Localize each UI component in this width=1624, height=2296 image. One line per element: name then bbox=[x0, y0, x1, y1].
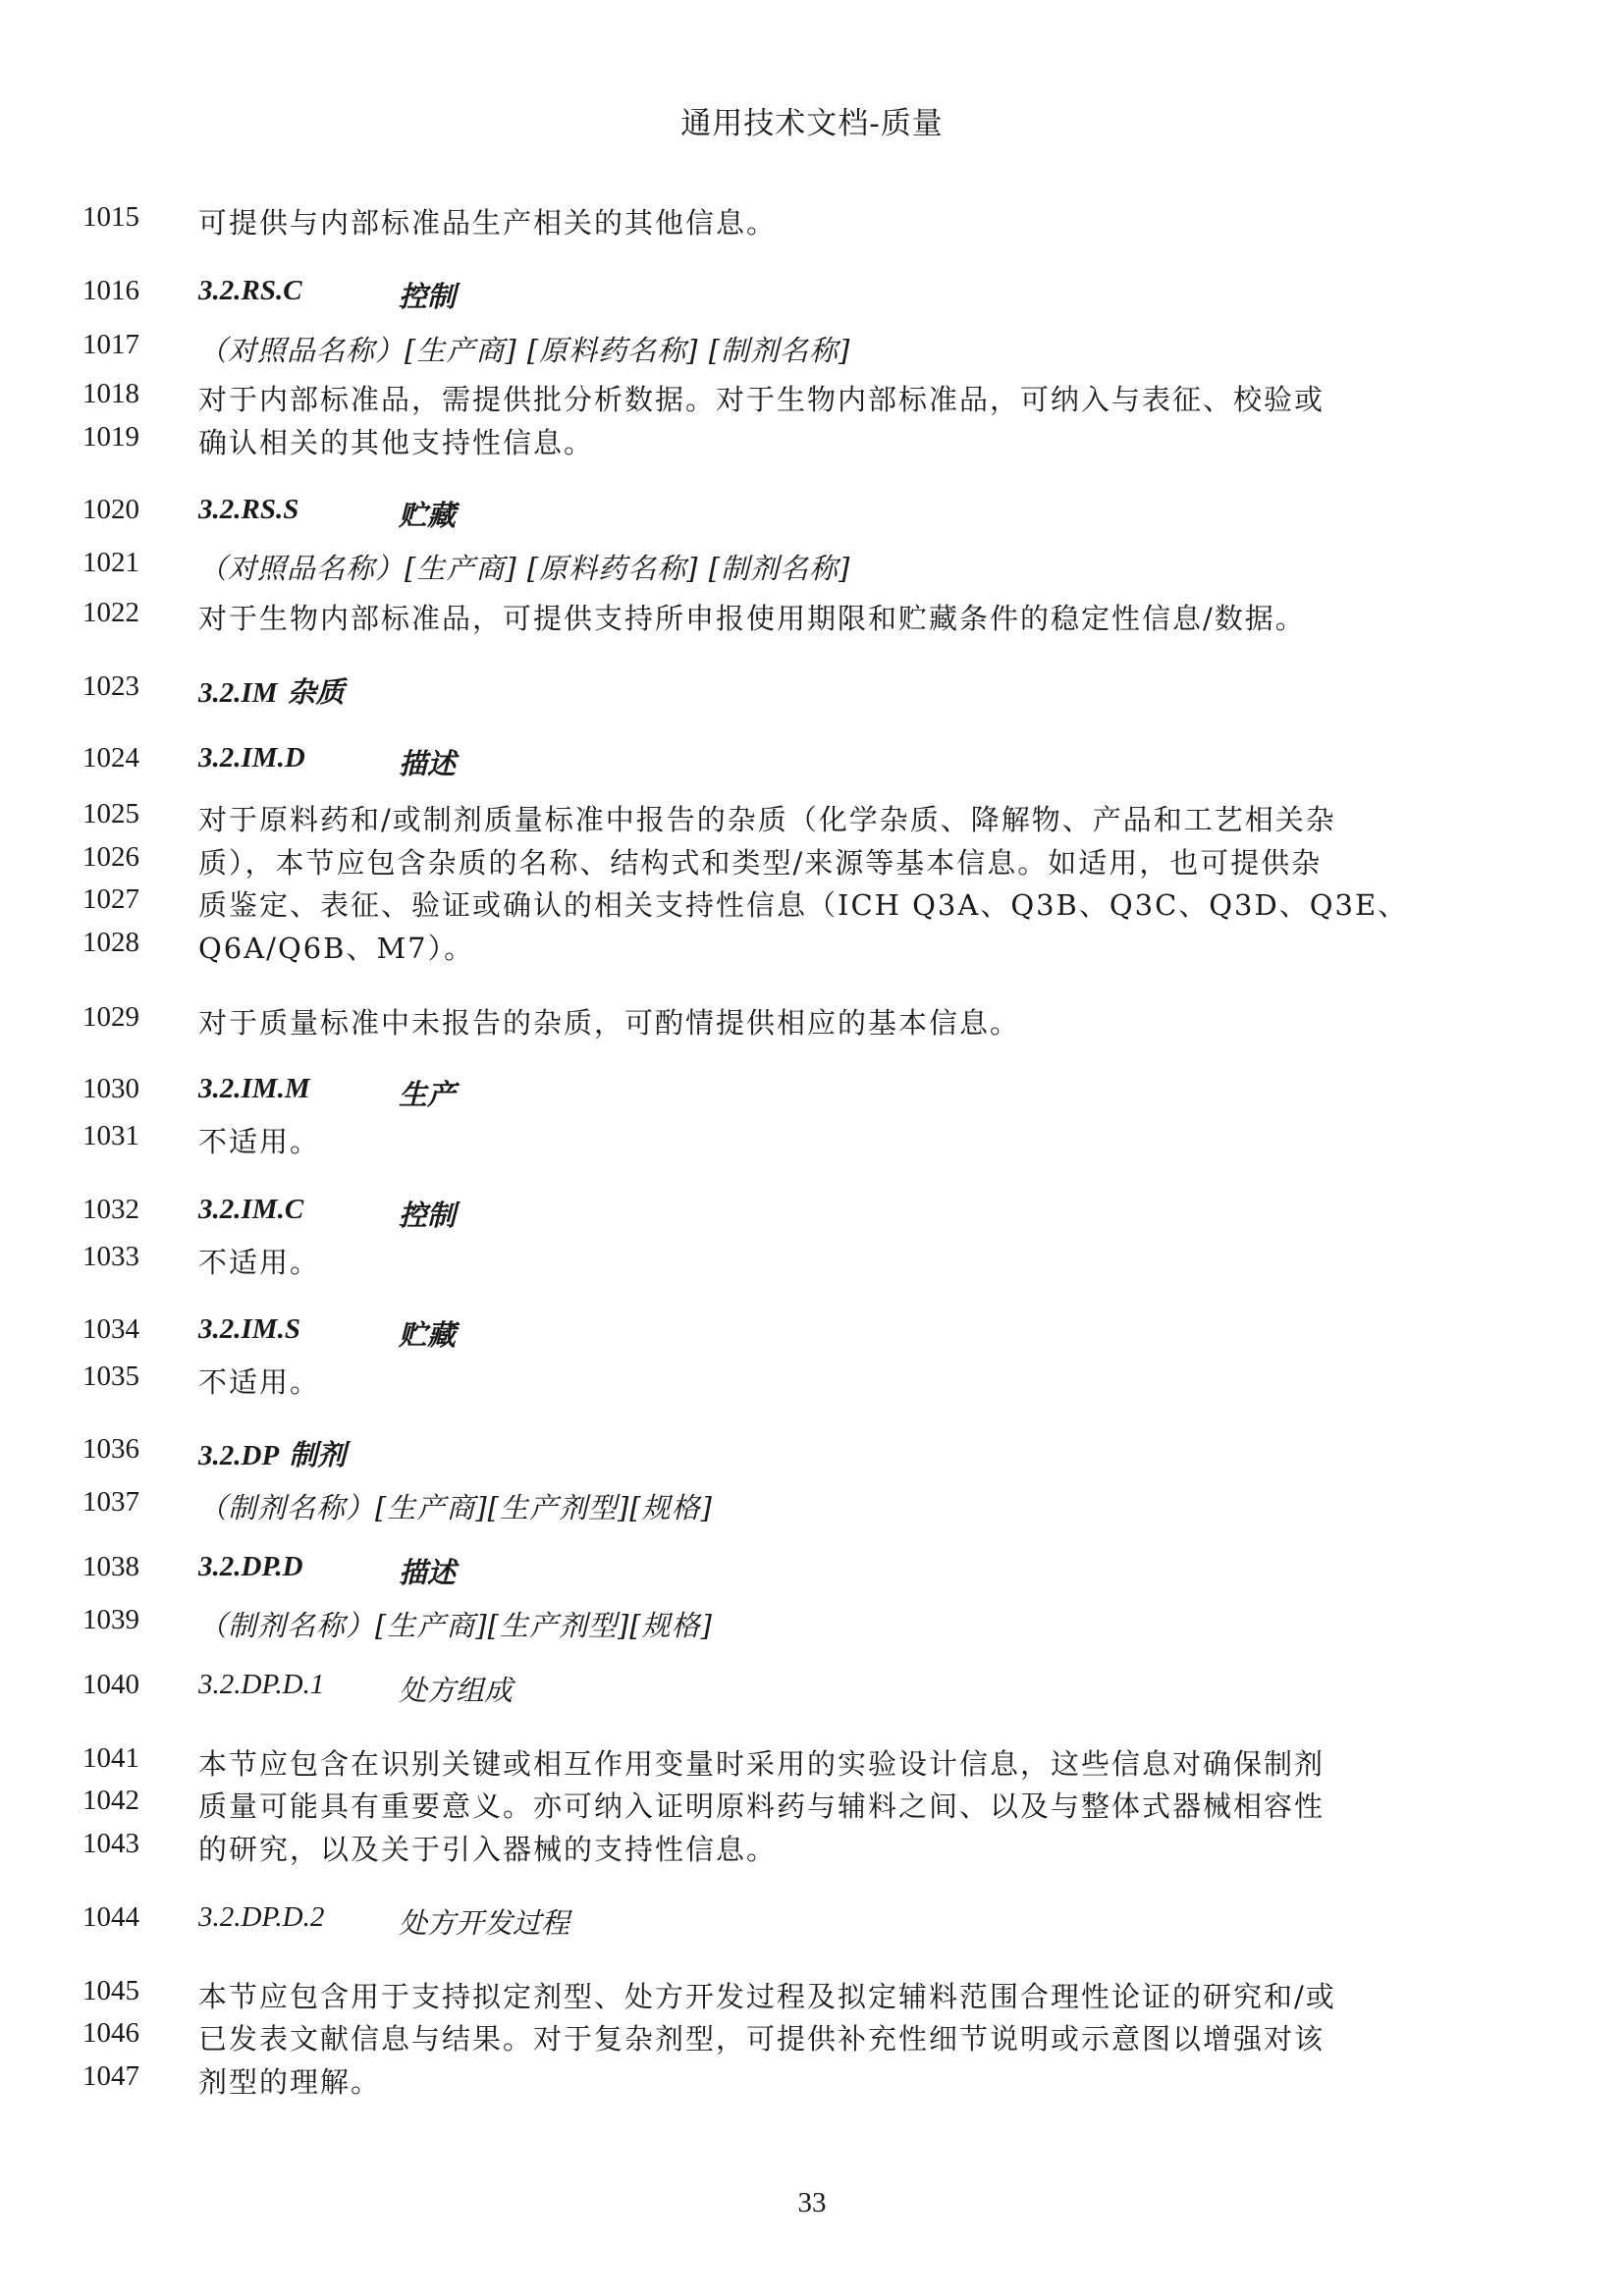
text-line bbox=[82, 841, 1457, 884]
body-text: 质量可能具有重要意义。亦可纳入证明原料药与辅料之间、以及与整体式器械相容性 bbox=[198, 1789, 1326, 1823]
line-number: 1018 bbox=[82, 378, 139, 409]
text-line bbox=[82, 883, 1457, 927]
line-number: 1021 bbox=[82, 547, 139, 578]
line-number: 1032 bbox=[82, 1194, 139, 1225]
line-number: 1034 bbox=[82, 1313, 139, 1345]
body-text: 不适用。 bbox=[198, 1125, 321, 1158]
section-code: 3.2.IM bbox=[198, 677, 278, 709]
placeholder-text: （制剂名称）[生产商][生产剂型][规格] bbox=[198, 1609, 713, 1642]
body-text: 不适用。 bbox=[198, 1246, 321, 1279]
subsection-heading bbox=[82, 1901, 1457, 1945]
text-line bbox=[82, 1975, 1457, 2018]
section-code: 3.2.IM.S bbox=[198, 1313, 300, 1345]
line-number: 1043 bbox=[82, 1828, 139, 1859]
text-line bbox=[82, 1486, 1457, 1529]
section-title: 杂质 bbox=[287, 675, 345, 709]
text-line bbox=[82, 1120, 1457, 1163]
subsection-title: 处方组成 bbox=[399, 1674, 514, 1707]
section-title: 描述 bbox=[399, 747, 457, 780]
body-text: 剂型的理解。 bbox=[198, 2065, 382, 2099]
section-title: 描述 bbox=[399, 1556, 457, 1589]
section-code: 3.2.IM.C bbox=[198, 1194, 304, 1225]
line-number: 1028 bbox=[82, 927, 139, 958]
text-line bbox=[82, 1828, 1457, 1871]
subsection-title: 处方开发过程 bbox=[399, 1906, 570, 1940]
section-heading bbox=[82, 494, 1457, 537]
body-text: 的研究，以及关于引入器械的支持性信息。 bbox=[198, 1833, 778, 1866]
body-text: 不适用。 bbox=[198, 1365, 321, 1399]
placeholder-text: （对照品名称）[生产商] [原料药名称] [制剂名称] bbox=[198, 552, 851, 585]
body-text: 质），本节应包含杂质的名称、结构式和类型/来源等基本信息。如适用，也可提供杂 bbox=[198, 846, 1323, 880]
line-number: 1035 bbox=[82, 1361, 139, 1392]
line-number: 1044 bbox=[82, 1901, 139, 1933]
body-text: 本节应包含用于支持拟定剂型、处方开发过程及拟定辅料范围合理性论证的研究和/或 bbox=[198, 1980, 1336, 2013]
text-line bbox=[82, 1742, 1457, 1786]
line-number: 1015 bbox=[82, 201, 139, 233]
line-number: 1022 bbox=[82, 597, 139, 628]
line-number: 1030 bbox=[82, 1073, 139, 1104]
body-text: Q6A/Q6B、M7）。 bbox=[198, 932, 475, 965]
text-line bbox=[82, 597, 1457, 640]
section-code: 3.2.IM.M bbox=[198, 1073, 310, 1104]
line-number: 1033 bbox=[82, 1241, 139, 1272]
text-line bbox=[82, 201, 1457, 244]
text-line bbox=[82, 798, 1457, 841]
section-title: 制剂 bbox=[289, 1438, 347, 1471]
section-heading bbox=[82, 1313, 1457, 1357]
line-number: 1045 bbox=[82, 1975, 139, 2006]
text-line bbox=[82, 1001, 1457, 1044]
line-number: 1019 bbox=[82, 421, 139, 453]
line-number: 1016 bbox=[82, 275, 139, 306]
text-line bbox=[82, 2017, 1457, 2060]
body-text: 对于内部标准品，需提供批分析数据。对于生物内部标准品，可纳入与表征、校验或 bbox=[198, 383, 1326, 416]
line-number: 1042 bbox=[82, 1785, 139, 1816]
text-line bbox=[82, 421, 1457, 464]
page-number: 33 bbox=[797, 2187, 827, 2218]
text-line bbox=[82, 547, 1457, 590]
line-number: 1029 bbox=[82, 1001, 139, 1033]
line-number: 1036 bbox=[82, 1433, 139, 1465]
section-heading bbox=[82, 1551, 1457, 1594]
body-text: 对于生物内部标准品，可提供支持所申报使用期限和贮藏条件的稳定性信息/数据。 bbox=[198, 602, 1306, 635]
text-line bbox=[82, 927, 1457, 970]
body-text: 质鉴定、表征、验证或确认的相关支持性信息（ICH Q3A、Q3B、Q3C、Q3D、Q3E、 bbox=[198, 888, 1409, 922]
subsection-code: 3.2.DP.D.1 bbox=[198, 1669, 325, 1700]
section-title: 控制 bbox=[399, 1199, 457, 1232]
section-title: 生产 bbox=[399, 1078, 457, 1111]
body-text: 对于原料药和/或制剂质量标准中报告的杂质（化学杂质、降解物、产品和工艺相关杂 bbox=[198, 803, 1336, 836]
section-title: 贮藏 bbox=[399, 499, 457, 532]
section-title: 贮藏 bbox=[399, 1318, 457, 1352]
line-number: 1026 bbox=[82, 841, 139, 873]
line-number: 1038 bbox=[82, 1551, 139, 1582]
subsection-code: 3.2.DP.D.2 bbox=[198, 1901, 325, 1933]
line-number: 1027 bbox=[82, 883, 139, 915]
body-text: 对于质量标准中未报告的杂质，可酌情提供相应的基本信息。 bbox=[198, 1006, 1021, 1040]
subsection-heading bbox=[82, 1669, 1457, 1712]
section-heading bbox=[82, 1073, 1457, 1116]
line-number: 1041 bbox=[82, 1742, 139, 1774]
line-number: 1020 bbox=[82, 494, 139, 525]
section-heading bbox=[82, 1433, 1457, 1476]
placeholder-text: （对照品名称）[生产商] [原料药名称] [制剂名称] bbox=[198, 334, 851, 367]
line-number: 1047 bbox=[82, 2060, 139, 2092]
section-heading bbox=[82, 1194, 1457, 1237]
placeholder-text: （制剂名称）[生产商][生产剂型][规格] bbox=[198, 1491, 713, 1524]
section-heading bbox=[82, 670, 1457, 714]
line-number: 1040 bbox=[82, 1669, 139, 1700]
line-number: 1037 bbox=[82, 1486, 139, 1518]
section-code: 3.2.DP.D bbox=[198, 1551, 303, 1582]
line-number: 1024 bbox=[82, 742, 139, 774]
line-number: 1046 bbox=[82, 2017, 139, 2049]
line-number: 1025 bbox=[82, 798, 139, 829]
line-number: 1031 bbox=[82, 1120, 139, 1151]
body-text: 已发表文献信息与结果。对于复杂剂型，可提供补充性细节说明或示意图以增强对该 bbox=[198, 2022, 1326, 2056]
text-line bbox=[82, 1785, 1457, 1828]
body-text: 本节应包含在识别关键或相互作用变量时采用的实验设计信息，这些信息对确保制剂 bbox=[198, 1747, 1326, 1781]
text-line bbox=[82, 1604, 1457, 1647]
section-heading bbox=[82, 275, 1457, 318]
text-line bbox=[82, 2060, 1457, 2104]
section-code: 3.2.DP bbox=[198, 1440, 280, 1471]
text-line bbox=[82, 329, 1457, 372]
body-text: 可提供与内部标准品生产相关的其他信息。 bbox=[198, 206, 778, 240]
text-line bbox=[82, 1361, 1457, 1404]
text-line bbox=[82, 1241, 1457, 1284]
section-heading bbox=[82, 742, 1457, 785]
body-text: 确认相关的其他支持性信息。 bbox=[198, 426, 595, 459]
section-code: 3.2.IM.D bbox=[198, 742, 305, 774]
page-header-title: 通用技术文档-质量 bbox=[680, 106, 944, 141]
section-code: 3.2.RS.C bbox=[198, 275, 302, 306]
text-line bbox=[82, 378, 1457, 421]
line-number: 1039 bbox=[82, 1604, 139, 1635]
section-code: 3.2.RS.S bbox=[198, 494, 299, 525]
line-number: 1017 bbox=[82, 329, 139, 360]
line-number: 1023 bbox=[82, 670, 139, 702]
section-title: 控制 bbox=[399, 280, 457, 313]
